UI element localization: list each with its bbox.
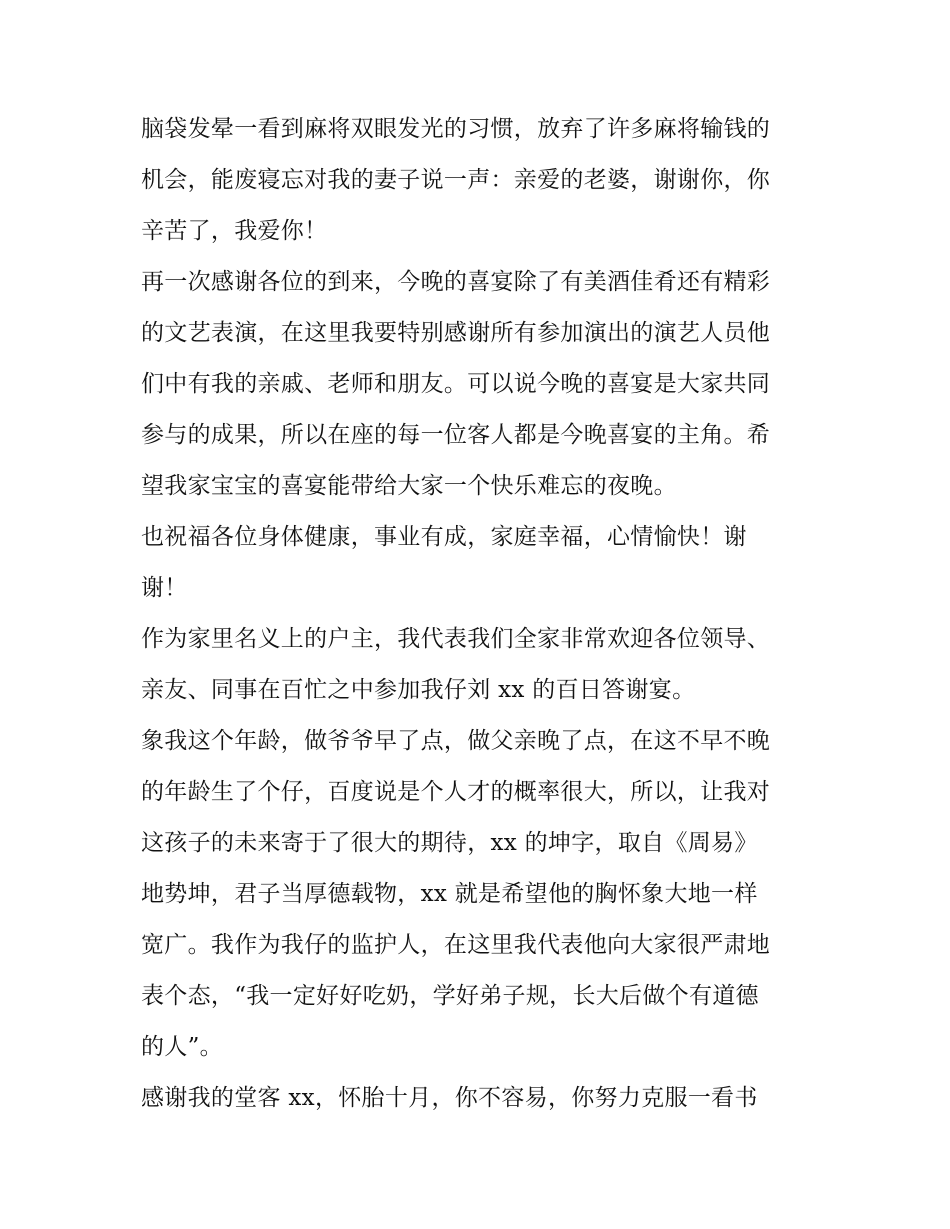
text-line: 这孩子的未来寄于了很大的期待，xx 的坤字，取自《周易》	[141, 830, 758, 856]
text-line: 辛苦了，我爱你！	[141, 218, 328, 244]
text-line: 脑袋发晕一看到麻将双眼发光的习惯，放弃了许多麻将输钱的	[141, 116, 771, 142]
text-line: 谢！	[141, 575, 188, 601]
text-line: 表个态，“我一定好好吃奶，学好弟子规，长大后做个有道德	[141, 983, 759, 1009]
text-line: 机会，能废寝忘对我的妻子说一声：亲爱的老婆，谢谢你，你	[141, 167, 771, 193]
text-line: 象我这个年龄，做爷爷早了点，做父亲晚了点，在这不早不晚	[141, 728, 771, 754]
text-line: 的年龄生了个仔，百度说是个人才的概率很大，所以，让我对	[141, 779, 771, 805]
text-line: 的人”。	[141, 1034, 223, 1060]
text-line: 望我家宝宝的喜宴能带给大家一个快乐难忘的夜晚。	[141, 473, 677, 499]
text-line: 们中有我的亲戚、老师和朋友。可以说今晚的喜宴是大家共同	[141, 371, 771, 397]
text-line: 宽广。我作为我仔的监护人，在这里我代表他向大家很严肃地	[141, 932, 771, 958]
text-line: 的文艺表演，在这里我要特别感谢所有参加演出的演艺人员他	[141, 320, 771, 346]
text-line: 也祝福各位身体健康，事业有成，家庭幸福，心情愉快！谢	[141, 524, 747, 550]
text-line: 地势坤，君子当厚德载物，xx 就是希望他的胸怀象大地一样	[141, 881, 758, 907]
text-line: 亲友、同事在百忙之中参加我仔刘 xx 的百日答谢宴。	[141, 677, 696, 703]
document-body	[141, 104, 816, 1124]
text-line: 作为家里名义上的户主，我代表我们全家非常欢迎各位领导、	[141, 626, 771, 652]
text-line: 参与的成果，所以在座的每一位客人都是今晚喜宴的主角。希	[141, 422, 771, 448]
text-line: 再一次感谢各位的到来，今晚的喜宴除了有美酒佳肴还有精彩	[141, 269, 771, 295]
text-line: 感谢我的堂客 xx，怀胎十月，你不容易，你努力克服一看书	[141, 1085, 758, 1111]
